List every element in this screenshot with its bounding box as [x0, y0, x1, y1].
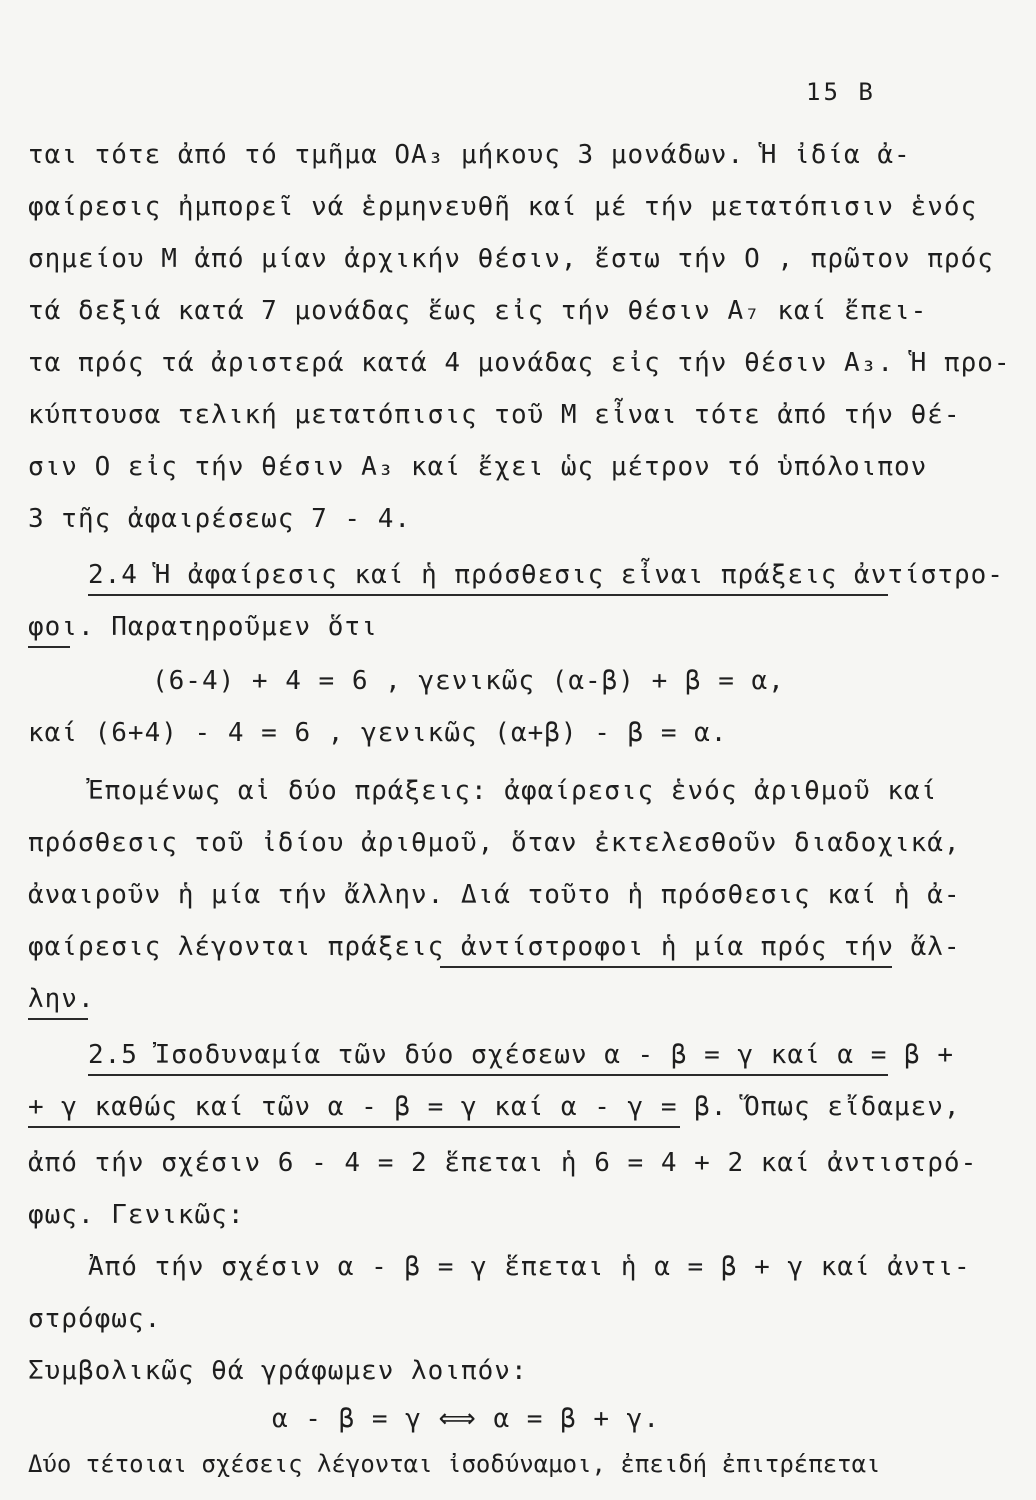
- section-heading-2-5-underline-end: [28, 1126, 680, 1128]
- text-line-3: σημείου Μ ἀπό μίαν ἀρχικήν θέσιν, ἔστω τήν Ο , πρῶτον πρός: [28, 244, 994, 274]
- section-heading-2-5-underline: [88, 1074, 888, 1076]
- text-line-23: στρόφως.: [28, 1304, 162, 1334]
- text-line-5: τα πρός τά ἀριστερά κατά 4 μονάδας εἰς τήν θέσιν Α₃. Ἡ προ-: [28, 348, 1011, 378]
- text-line-15: ἀναιροῦν ἡ μία τήν ἄλλην. Διά τοῦτο ἡ πρόσθεσις καί ἡ ἀ-: [28, 880, 961, 910]
- text-line-8: 3 τῆς ἀφαιρέσεως 7 - 4.: [28, 504, 412, 534]
- equation-line-2: καί (6+4) - 4 = 6 , γενικῶς (α+β) - β = α.: [28, 718, 728, 748]
- section-heading-2-4: 2.4 Ἡ ἀφαίρεσις καί ἡ πρόσθεσις εἶναι πράξεις ἀντίστρο-: [88, 560, 1004, 590]
- text-line-13: Ἐπομένως αἱ δύο πράξεις: ἀφαίρεσις ἑνός ἀριθμοῦ καί: [88, 776, 938, 806]
- equation-line-1: (6-4) + 4 = 6 , γενικῶς (α-β) + β = α,: [152, 666, 785, 696]
- text-line-7: σιν Ο εἰς τήν θέσιν Α₃ καί ἔχει ὡς μέτρον τό ὑπόλοιπον: [28, 452, 928, 482]
- text-line-21: φως. Γενικῶς:: [28, 1200, 245, 1230]
- emphasis-underline: [440, 966, 892, 968]
- text-line-10: φοι. Παρατηροῦμεν ὅτι: [28, 612, 378, 642]
- text-line-20: ἀπό τήν σχέσιν 6 - 4 = 2 ἕπεται ἡ 6 = 4 + 2 καί ἀντιστρό-: [28, 1148, 978, 1178]
- text-line-16: φαίρεσις λέγονται πράξεις ἀντίστροφοι ἡ μία πρός τήν ἄλ-: [28, 932, 961, 962]
- text-line-26: Δύο τέτοιαι σχέσεις λέγονται ἰσοδύναμοι, ἐπειδή ἐπιτρέπεται: [28, 1450, 881, 1478]
- equivalence-line-1: α - β = γ ⟺ α = β + γ.: [272, 1404, 660, 1434]
- text-line-2: φαίρεσις ἠμπορεῖ νά ἑρμηνευθῆ καί μέ τήν μετατόπισιν ἑνός: [28, 192, 978, 222]
- section-heading-2-4-underline-end: [28, 646, 70, 648]
- text-line-17: λην.: [28, 984, 95, 1014]
- section-heading-2-5: 2.5 Ἰσοδυναμία τῶν δύο σχέσεων α - β = γ καί α = β +: [88, 1040, 954, 1070]
- text-line-22: Ἀπό τήν σχέσιν α - β = γ ἕπεται ἡ α = β + γ καί ἀντι-: [88, 1252, 971, 1282]
- section-heading-2-4-underline: [88, 594, 888, 596]
- text-line-6: κύπτουσα τελική μετατόπισις τοῦ Μ εἶναι τότε ἀπό τήν θέ-: [28, 400, 961, 430]
- emphasis-underline-end: [28, 1018, 88, 1020]
- text-line-1: ται τότε ἀπό τό τμῆμα ΟΑ₃ μήκους 3 μονάδων. Ἡ ἰδία ἀ-: [28, 140, 911, 170]
- text-line-19: + γ καθώς καί τῶν α - β = γ καί α - γ = β. Ὅπως εἴδαμεν,: [28, 1092, 961, 1122]
- text-line-24: Συμβολικῶς θά γράφωμεν λοιπόν:: [28, 1356, 528, 1386]
- text-line-14: πρόσθεσις τοῦ ἰδίου ἀριθμοῦ, ὅταν ἐκτελεσθοῦν διαδοχικά,: [28, 828, 961, 858]
- text-line-4: τά δεξιά κατά 7 μονάδας ἕως εἰς τήν θέσιν Α₇ καί ἔπει-: [28, 296, 928, 326]
- page-number: 15 B: [806, 78, 876, 106]
